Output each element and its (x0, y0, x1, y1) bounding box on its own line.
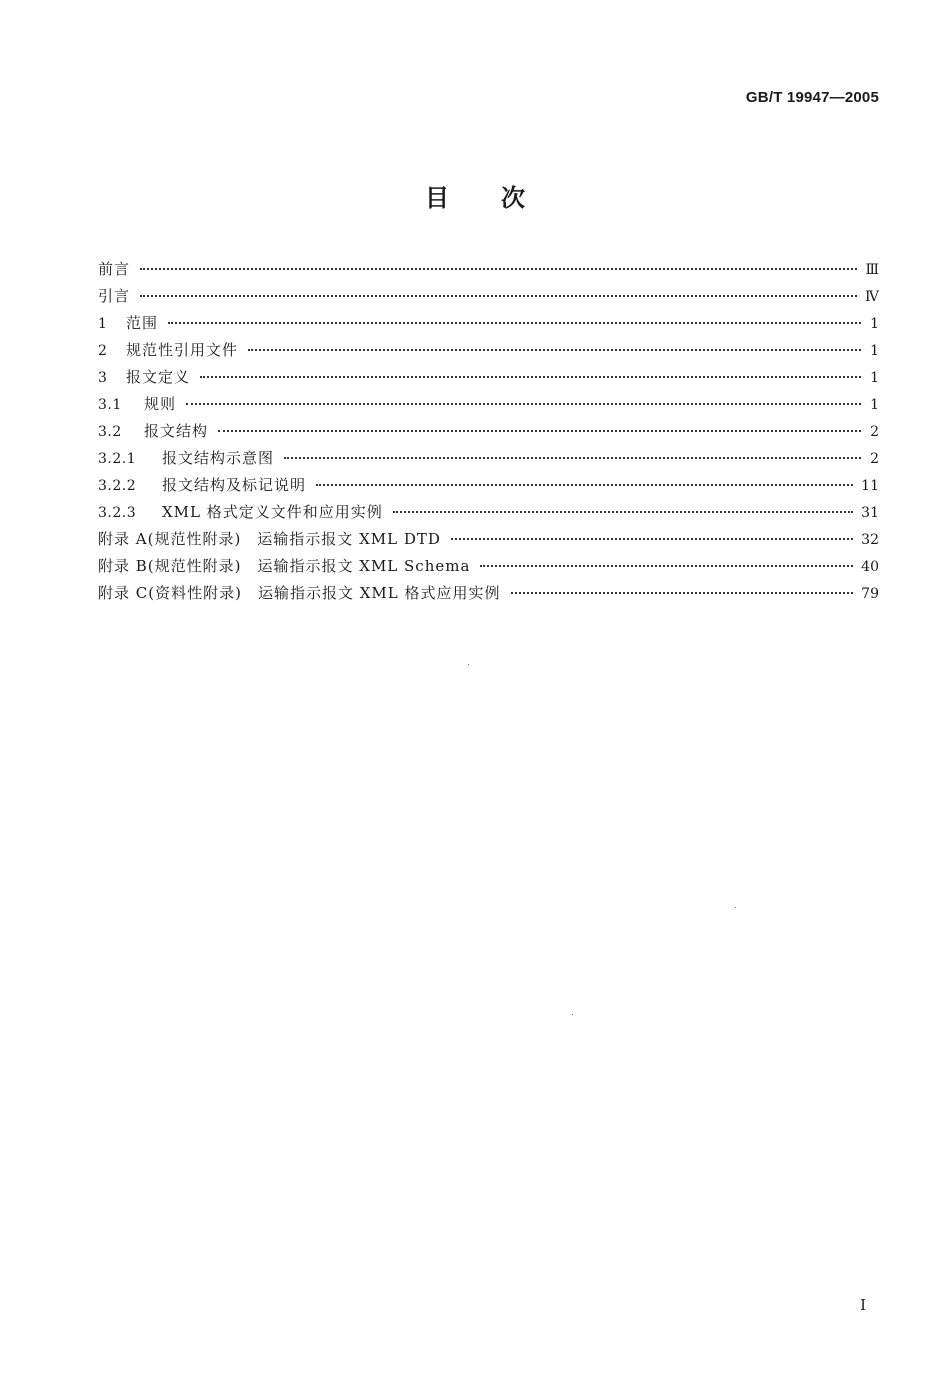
toc-entry-title: 引言 (98, 287, 131, 305)
toc-page-number: 2 (870, 451, 879, 467)
toc-leader-dots (511, 592, 854, 594)
toc-entry-title: 附录 C(资料性附录) 运输指示报文 XML 格式应用实例 (98, 584, 501, 602)
toc-entry-label (98, 393, 176, 414)
title-char-2: 次 (501, 184, 525, 212)
scan-speck (468, 664, 469, 665)
toc-entry (98, 528, 879, 555)
toc-page-number: 79 (861, 586, 879, 602)
toc-section-number: 3.1 (98, 397, 122, 413)
toc-entry-title: 范围 (126, 314, 159, 332)
toc-entry-label (98, 366, 190, 387)
toc-page-number: Ⅲ (865, 262, 879, 278)
toc-section-number: 1 (98, 316, 108, 332)
toc-entry-label (98, 582, 501, 603)
toc-leader-dots (248, 349, 861, 351)
toc-leader-dots (316, 484, 853, 486)
toc-page-number: 1 (870, 343, 879, 359)
page-number: I (860, 1296, 866, 1314)
toc-entry-title: 附录 A(规范性附录) 运输指示报文 XML DTD (98, 530, 441, 548)
toc-entry (98, 339, 879, 366)
toc-entry-title: 附录 B(规范性附录) 运输指示报文 XML Schema (98, 557, 471, 575)
title-char-1: 目 (425, 184, 449, 212)
scan-speck (735, 907, 736, 908)
toc-entry-label (98, 285, 130, 306)
toc-entry (98, 285, 879, 312)
toc-entry-label (98, 528, 441, 549)
toc-entry-label (98, 420, 208, 441)
toc-entry-title: 报文定义 (126, 368, 191, 386)
toc-page-number: 11 (861, 478, 879, 494)
toc-entry (98, 582, 879, 609)
toc-entry-title: 报文结构示意图 (162, 449, 275, 467)
toc-leader-dots (140, 268, 857, 270)
toc-page-number: 31 (861, 505, 879, 521)
toc-page-number: 1 (870, 397, 879, 413)
toc-page-number: 1 (870, 316, 879, 332)
toc-leader-dots (186, 403, 861, 405)
toc-entry (98, 420, 879, 447)
toc-entry-label (98, 555, 470, 576)
toc-entry (98, 501, 879, 528)
toc-entry-label (98, 339, 238, 360)
toc-entry (98, 393, 879, 420)
toc-entry (98, 312, 879, 339)
table-of-contents (98, 258, 879, 609)
toc-leader-dots (140, 295, 857, 297)
toc-section-number: 3.2.1 (98, 451, 137, 467)
toc-page-number: 32 (861, 532, 879, 548)
toc-leader-dots (200, 376, 861, 378)
toc-leader-dots (218, 430, 861, 432)
toc-leader-dots (393, 511, 853, 513)
toc-page-number: 40 (861, 559, 879, 575)
toc-section-number: 2 (98, 343, 108, 359)
toc-section-number: 3.2.2 (98, 478, 137, 494)
toc-entry (98, 555, 879, 582)
toc-entry-title: 规范性引用文件 (126, 341, 239, 359)
toc-page-number: Ⅳ (865, 289, 879, 305)
toc-section-number: 3.2 (98, 424, 122, 440)
toc-entry-title: 规则 (144, 395, 177, 413)
toc-entry-title: 报文结构及标记说明 (162, 476, 307, 494)
scan-speck (572, 1014, 573, 1015)
toc-section-number: 3 (98, 370, 108, 386)
toc-entry-title: XML 格式定义文件和应用实例 (162, 503, 383, 521)
toc-page-number: 1 (870, 370, 879, 386)
toc-section-number: 3.2.3 (98, 505, 137, 521)
toc-entry-label (98, 258, 130, 279)
toc-entry-label (98, 312, 158, 333)
toc-entry (98, 474, 879, 501)
page-title (0, 178, 950, 213)
toc-entry (98, 447, 879, 474)
toc-entry (98, 258, 879, 285)
toc-entry-label (98, 474, 306, 495)
toc-leader-dots (451, 538, 853, 540)
standard-number: GB/T 19947—2005 (745, 89, 879, 106)
toc-entry (98, 366, 879, 393)
toc-leader-dots (168, 322, 861, 324)
toc-entry-label (98, 501, 383, 522)
toc-entry-label (98, 447, 274, 468)
toc-leader-dots (284, 457, 861, 459)
toc-page-number: 2 (870, 424, 879, 440)
toc-entry-title: 前言 (98, 260, 131, 278)
toc-entry-title: 报文结构 (144, 422, 209, 440)
toc-leader-dots (480, 565, 853, 567)
